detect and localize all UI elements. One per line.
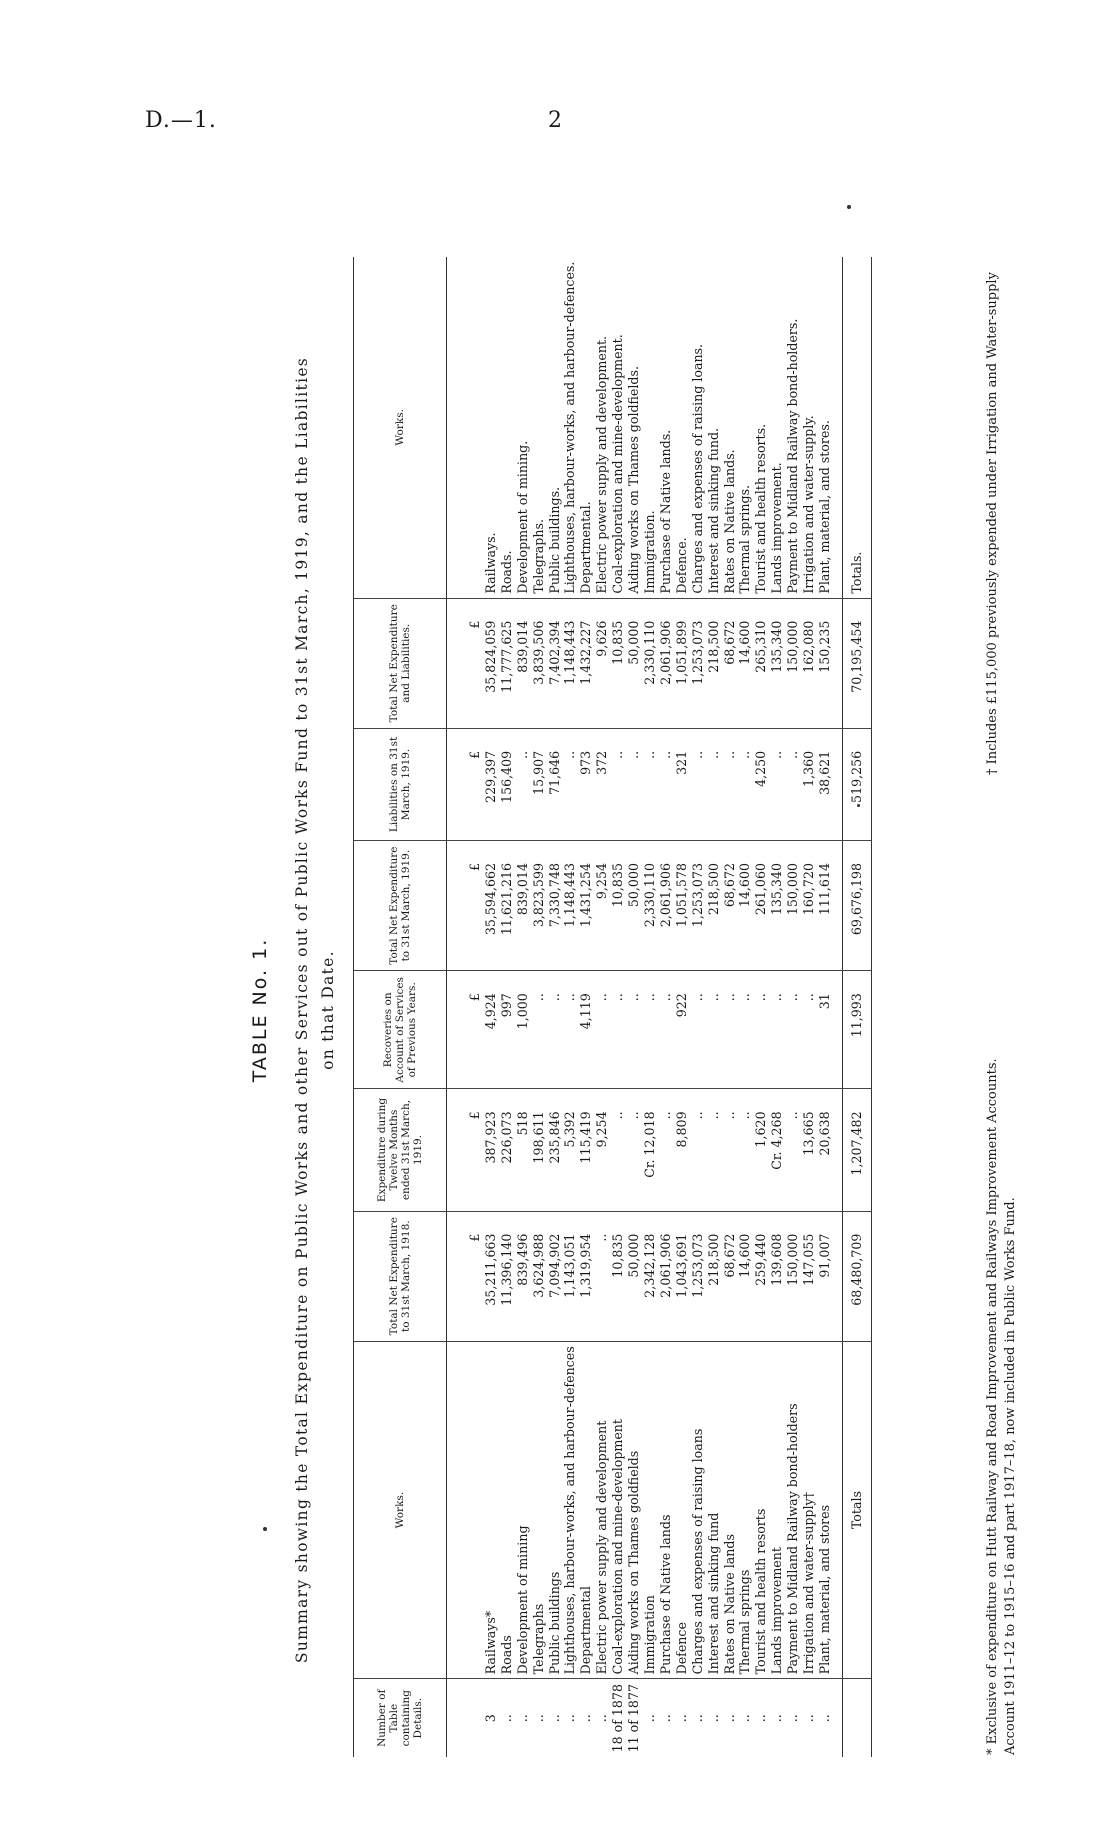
works-cell: Interest and sinking fund — [706, 1341, 722, 1679]
total-exp-liab-cell: 9,626 — [594, 598, 610, 728]
total-exp-liab-cell: 150,000 — [785, 598, 801, 728]
table-number-cell: .. — [785, 1714, 801, 1723]
works-right-cell: Roads. — [499, 257, 515, 598]
works-right-cell: Rates on Native lands. — [722, 257, 738, 598]
currency-symbol: £ — [447, 971, 483, 1089]
total-1918-cell: 11,396,140 — [499, 1211, 515, 1341]
table-number-cell: .. — [578, 1714, 594, 1723]
works-cell: Lands improvement — [769, 1341, 785, 1679]
totals-number-cell — [843, 1679, 872, 1757]
currency-symbol: £ — [447, 841, 483, 971]
total-exp-liab-cell: 2,330,110 — [642, 598, 658, 728]
page-number: 2 — [548, 108, 562, 133]
total-1918-cell: 3,624,988 — [531, 1211, 547, 1341]
expenditure-year-cell: 20,638 — [817, 1089, 833, 1211]
table-row — [674, 257, 690, 1757]
recoveries-cell: .. — [706, 971, 722, 1089]
liabilities-cell: .. — [642, 728, 658, 840]
liabilities-cell: .. — [737, 728, 753, 840]
total-1919-cell: 111,614 — [817, 841, 833, 971]
total-1919-cell: 9,254 — [594, 841, 610, 971]
table-number-cell: .. — [801, 1714, 817, 1723]
table-number-cell: .. — [816, 1714, 832, 1723]
expenditure-year-cell: Cr. 4,268 — [769, 1089, 785, 1211]
expenditure-year-cell: 1,620 — [753, 1089, 769, 1211]
works-right-cell: Payment to Midland Railway bond-holders. — [785, 257, 801, 598]
recoveries-cell: .. — [785, 971, 801, 1089]
total-1919-cell: 3,823,599 — [531, 841, 547, 971]
works-right-cell: Lighthouses, harbour-works, and harbour-defences. — [562, 257, 578, 598]
table-row — [562, 257, 578, 1757]
expenditure-year-cell: 115,419 — [578, 1089, 594, 1211]
table-row — [499, 257, 515, 1757]
total-1918-cell: 259,440 — [753, 1211, 769, 1341]
table-row — [578, 257, 594, 1757]
recoveries-cell: .. — [562, 971, 578, 1089]
total-exp-liab-cell: 2,061,906 — [658, 598, 674, 728]
liabilities-cell: 1,360 — [801, 728, 817, 840]
total-exp-liab-cell: 162,080 — [801, 598, 817, 728]
expenditure-year-cell: 8,809 — [674, 1089, 690, 1211]
recoveries-cell: .. — [801, 971, 817, 1089]
liabilities-cell: 973 — [578, 728, 594, 840]
footnote-irrigation-continued: Account 1911–12 to 1915–16 and part 1917–18, now included in Public Works Fund. — [1003, 1197, 1018, 1755]
col-header-expenditure-year: Expenditure during Twelve Months ended 31st March, 1919. — [354, 1089, 447, 1211]
works-cell: Rates on Native lands — [722, 1341, 738, 1679]
works-right-cell: Railways. — [483, 257, 499, 598]
page-header-left: D.—1. — [145, 108, 217, 133]
speck-mark — [263, 1527, 267, 1531]
total-1918-cell: 1,143,051 — [562, 1211, 578, 1341]
liabilities-cell: .. — [562, 728, 578, 840]
works-cell: Development of mining — [515, 1341, 531, 1679]
works-cell: Thermal springs — [737, 1341, 753, 1679]
expenditure-year-cell: 235,846 — [547, 1089, 563, 1211]
table-row — [801, 257, 817, 1757]
works-right-cell: Tourist and health resorts. — [753, 257, 769, 598]
total-1919-cell: 2,061,906 — [658, 841, 674, 971]
table-subtitle: Summary showing the Total Expenditure on Public Works and other Services out of Public Works Fund to 31st March, 1919, and the Liabilities — [293, 356, 311, 1664]
works-right-cell: Purchase of Native lands. — [658, 257, 674, 598]
liabilities-cell: .. — [610, 728, 626, 840]
table-header-row — [354, 257, 447, 1757]
total-1918-cell: 7,094,902 — [547, 1211, 563, 1341]
table-row — [722, 257, 738, 1757]
total-exp-liab-cell: 1,432,227 — [578, 598, 594, 728]
table-row — [610, 257, 626, 1757]
table-number-cell: .. — [689, 1714, 705, 1723]
recoveries-cell: .. — [658, 971, 674, 1089]
works-right-cell: Electric power supply and development. — [594, 257, 610, 598]
total-1919-cell: 218,500 — [706, 841, 722, 971]
col-header-total-1918: Total Net Expenditure to 31st March, 1918. — [354, 1211, 447, 1341]
totals-label-cell: Totals — [843, 1341, 872, 1679]
table-row — [769, 257, 785, 1757]
liabilities-cell: .. — [722, 728, 738, 840]
expenditure-year-cell: 13,665 — [801, 1089, 817, 1211]
total-1919-cell: 35,594,662 — [483, 841, 499, 971]
table-number-cell: 3 — [482, 1714, 498, 1723]
recoveries-cell: .. — [769, 971, 785, 1089]
table-row — [785, 257, 801, 1757]
total-1919-cell: 10,835 — [610, 841, 626, 971]
totals-expenditure-cell: 1,207,482 — [843, 1089, 872, 1211]
recoveries-cell: 4,924 — [483, 971, 499, 1089]
liabilities-cell: 15,907 — [531, 728, 547, 840]
total-1919-cell: 14,600 — [737, 841, 753, 971]
table-row — [594, 257, 610, 1757]
works-right-cell: Defence. — [674, 257, 690, 598]
table-row — [706, 257, 722, 1757]
table-number-cell: .. — [657, 1714, 673, 1723]
table-number-cell: 11 of 1877 — [626, 1684, 642, 1753]
works-right-cell: Aiding works on Thames goldfields. — [626, 257, 642, 598]
liabilities-cell: 321 — [674, 728, 690, 840]
col-header-number: Number of Table containing Details. — [354, 1679, 447, 1757]
table-number-cell: .. — [594, 1714, 610, 1723]
total-1919-cell: 261,060 — [753, 841, 769, 971]
total-1919-cell: 1,431,254 — [578, 841, 594, 971]
total-1918-cell: 1,043,691 — [674, 1211, 690, 1341]
works-cell: Lighthouses, harbour-works, and harbour-defences — [562, 1341, 578, 1679]
table-number-cell: .. — [721, 1714, 737, 1723]
total-exp-liab-cell: 265,310 — [753, 598, 769, 728]
table-row — [547, 257, 563, 1757]
works-right-cell: Immigration. — [642, 257, 658, 598]
table-row — [531, 257, 547, 1757]
currency-symbol: £ — [447, 1089, 483, 1211]
total-1919-cell: 50,000 — [626, 841, 642, 971]
works-right-cell: Development of mining. — [515, 257, 531, 598]
table-number-cell: .. — [753, 1714, 769, 1723]
expenditure-year-cell: 226,073 — [499, 1089, 515, 1211]
recoveries-cell: .. — [722, 971, 738, 1089]
total-exp-liab-cell: 10,835 — [610, 598, 626, 728]
speck-mark — [857, 804, 860, 807]
recoveries-cell: .. — [642, 971, 658, 1089]
expenditure-year-cell: .. — [658, 1089, 674, 1211]
works-right-cell: Departmental. — [578, 257, 594, 598]
col-header-recoveries: Recoveries on Account of Services of Previous Years. — [354, 971, 447, 1089]
expenditure-year-cell: 198,611 — [531, 1089, 547, 1211]
col-header-liabilities: Liabilities on 31st March, 1919. — [354, 728, 447, 840]
works-cell: Payment to Midland Railway bond-holders — [785, 1341, 801, 1679]
table-number-cell: .. — [498, 1714, 514, 1723]
expenditure-year-cell: .. — [722, 1089, 738, 1211]
rotated-table-page — [243, 225, 1073, 1795]
total-1919-cell: 2,330,110 — [642, 841, 658, 971]
recoveries-cell: 922 — [674, 971, 690, 1089]
total-1919-cell: 150,000 — [785, 841, 801, 971]
total-exp-liab-cell: 11,777,625 — [499, 598, 515, 728]
liabilities-cell: .. — [785, 728, 801, 840]
total-1918-cell: 839,496 — [515, 1211, 531, 1341]
works-right-cell: Public buildings. — [547, 257, 563, 598]
liabilities-cell: .. — [690, 728, 706, 840]
table-number-cell: .. — [514, 1714, 530, 1723]
total-1918-cell: 91,007 — [817, 1211, 833, 1341]
expenditure-year-cell: 9,254 — [594, 1089, 610, 1211]
works-cell: Irrigation and water-supply† — [801, 1341, 817, 1679]
expenditure-year-cell: Cr. 12,018 — [642, 1089, 658, 1211]
table-number-cell: .. — [530, 1714, 546, 1723]
works-cell: Departmental — [578, 1341, 594, 1679]
total-1918-cell: 10,835 — [610, 1211, 626, 1341]
works-cell: Electric power supply and development — [594, 1341, 610, 1679]
total-1919-cell: 11,621,216 — [499, 841, 515, 971]
expenditure-year-cell: .. — [610, 1089, 626, 1211]
expenditure-year-cell: 518 — [515, 1089, 531, 1211]
works-cell: Telegraphs — [531, 1341, 547, 1679]
totals-liabilities-cell: 519,256 — [843, 728, 872, 840]
recoveries-cell: .. — [531, 971, 547, 1089]
table-number-cell: .. — [769, 1714, 785, 1723]
spacer-row — [833, 257, 843, 1757]
total-exp-liab-cell: 150,235 — [817, 598, 833, 728]
expenditure-year-cell: .. — [785, 1089, 801, 1211]
total-1918-cell: 139,608 — [769, 1211, 785, 1341]
liabilities-cell: 372 — [594, 728, 610, 840]
total-exp-liab-cell: 35,824,059 — [483, 598, 499, 728]
works-right-cell: Telegraphs. — [531, 257, 547, 598]
currency-symbol: £ — [447, 1211, 483, 1341]
works-cell: Coal-exploration and mine-development — [610, 1341, 626, 1679]
total-exp-liab-cell: 68,672 — [722, 598, 738, 728]
totals-recoveries-cell: 11,993 — [843, 971, 872, 1089]
total-1919-cell: 68,672 — [722, 841, 738, 971]
total-exp-liab-cell: 14,600 — [737, 598, 753, 728]
works-cell: Aiding works on Thames goldfields — [626, 1341, 642, 1679]
totals-works-right-cell: Totals. — [843, 257, 872, 598]
total-exp-liab-cell: 50,000 — [626, 598, 642, 728]
table-row — [626, 257, 642, 1757]
liabilities-cell: .. — [626, 728, 642, 840]
currency-row — [447, 257, 483, 1757]
total-exp-liab-cell: 3,839,506 — [531, 598, 547, 728]
totals-grand-cell: 70,195,454 — [843, 598, 872, 728]
footnote-railways: * Exclusive of expenditure on Hutt Railway and Road Improvement and Railways Improvement Accounts. — [985, 1058, 1000, 1755]
speck-mark — [847, 205, 851, 209]
works-cell: Defence — [674, 1341, 690, 1679]
total-1918-cell: 147,055 — [801, 1211, 817, 1341]
table-row — [737, 257, 753, 1757]
total-1918-cell: 50,000 — [626, 1211, 642, 1341]
total-1919-cell: 160,720 — [801, 841, 817, 971]
recoveries-cell: .. — [594, 971, 610, 1089]
total-1918-cell: 1,319,954 — [578, 1211, 594, 1341]
table-number-cell: .. — [673, 1714, 689, 1723]
table-number-cell: .. — [546, 1714, 562, 1723]
total-1919-cell: 839,014 — [515, 841, 531, 971]
works-right-cell: Charges and expenses of raising loans. — [690, 257, 706, 598]
total-1919-cell: 7,330,748 — [547, 841, 563, 971]
table-subtitle-continued: on that Date. — [319, 950, 337, 1070]
table-body — [447, 257, 872, 1757]
total-exp-liab-cell: 7,402,394 — [547, 598, 563, 728]
recoveries-cell: 1,000 — [515, 971, 531, 1089]
table-row — [515, 257, 531, 1757]
total-exp-liab-cell: 1,253,073 — [690, 598, 706, 728]
works-cell: Purchase of Native lands — [658, 1341, 674, 1679]
works-cell: Public buildings — [547, 1341, 563, 1679]
expenditure-year-cell: 387,923 — [483, 1089, 499, 1211]
recoveries-cell: 997 — [499, 971, 515, 1089]
total-1918-cell: 35,211,663 — [483, 1211, 499, 1341]
table-number-cell: 18 of 1878 — [610, 1684, 626, 1753]
expenditure-year-cell: .. — [737, 1089, 753, 1211]
works-cell: Immigration — [642, 1341, 658, 1679]
recoveries-cell: .. — [610, 971, 626, 1089]
works-right-cell: Irrigation and water-supply. — [801, 257, 817, 598]
works-right-cell: Thermal springs. — [737, 257, 753, 598]
totals-row — [843, 257, 872, 1757]
total-1918-cell: .. — [594, 1211, 610, 1341]
col-header-works-right: Works. — [354, 257, 447, 598]
works-cell: Plant, material, and stores — [817, 1341, 833, 1679]
table-number-cell: .. — [737, 1714, 753, 1723]
recoveries-cell: .. — [737, 971, 753, 1089]
works-cell: Railways* — [483, 1341, 499, 1679]
table-row — [642, 257, 658, 1757]
works-cell: Charges and expenses of raising loans — [690, 1341, 706, 1679]
recoveries-cell: .. — [626, 971, 642, 1089]
liabilities-cell: 38,621 — [817, 728, 833, 840]
recoveries-cell: .. — [547, 971, 563, 1089]
liabilities-cell: .. — [658, 728, 674, 840]
liabilities-cell: 71,646 — [547, 728, 563, 840]
works-right-cell: Plant, material, and stores. — [817, 257, 833, 598]
liabilities-cell: 229,397 — [483, 728, 499, 840]
table-row — [753, 257, 769, 1757]
expenditure-year-cell: 5,392 — [562, 1089, 578, 1211]
expenditure-year-cell: .. — [626, 1089, 642, 1211]
table-number-cell: .. — [641, 1714, 657, 1723]
total-exp-liab-cell: 1,051,899 — [674, 598, 690, 728]
recoveries-cell: 31 — [817, 971, 833, 1089]
table-row — [658, 257, 674, 1757]
total-1919-cell: 135,340 — [769, 841, 785, 971]
col-header-total-exp-liab: Total Net Expenditure and Liabilities. — [354, 598, 447, 728]
expenditure-year-cell: .. — [706, 1089, 722, 1211]
table-row — [483, 257, 499, 1757]
total-1918-cell: 2,061,906 — [658, 1211, 674, 1341]
total-1918-cell: 68,672 — [722, 1211, 738, 1341]
totals-1918-cell: 68,480,709 — [843, 1211, 872, 1341]
total-1918-cell: 150,000 — [785, 1211, 801, 1341]
recoveries-cell: .. — [690, 971, 706, 1089]
total-exp-liab-cell: 135,340 — [769, 598, 785, 728]
works-cell: Tourist and health resorts — [753, 1341, 769, 1679]
total-1918-cell: 14,600 — [737, 1211, 753, 1341]
works-cell: Roads — [499, 1341, 515, 1679]
currency-symbol: £ — [447, 598, 483, 728]
works-right-cell: Coal-exploration and mine-development. — [610, 257, 626, 598]
total-1918-cell: 1,253,073 — [690, 1211, 706, 1341]
col-header-works: Works. — [354, 1341, 447, 1679]
total-1918-cell: 2,342,128 — [642, 1211, 658, 1341]
liabilities-cell: .. — [515, 728, 531, 840]
works-right-cell: Lands improvement. — [769, 257, 785, 598]
table-title: TABLE No. 1. — [249, 937, 271, 1083]
table-number-cell: .. — [562, 1714, 578, 1723]
expenditure-table — [353, 257, 872, 1757]
liabilities-cell: 4,250 — [753, 728, 769, 840]
total-1919-cell: 1,148,443 — [562, 841, 578, 971]
liabilities-cell: 156,409 — [499, 728, 515, 840]
table-row — [690, 257, 706, 1757]
recoveries-cell: 4,119 — [578, 971, 594, 1089]
expenditure-year-cell: .. — [690, 1089, 706, 1211]
footnote-irrigation: † Includes £115,000 previously expended under Irrigation and Water-supply — [985, 272, 1000, 775]
works-right-cell: Interest and sinking fund. — [706, 257, 722, 598]
total-1918-cell: 218,500 — [706, 1211, 722, 1341]
recoveries-cell: .. — [753, 971, 769, 1089]
liabilities-cell: .. — [706, 728, 722, 840]
col-header-total-1919: Total Net Expenditure to 31st March, 1919. — [354, 841, 447, 971]
total-1919-cell: 1,253,073 — [690, 841, 706, 971]
total-exp-liab-cell: 1,148,443 — [562, 598, 578, 728]
currency-symbol: £ — [447, 728, 483, 840]
total-exp-liab-cell: 218,500 — [706, 598, 722, 728]
liabilities-cell: .. — [769, 728, 785, 840]
table-row — [817, 257, 833, 1757]
table-number-cell: .. — [705, 1714, 721, 1723]
total-1919-cell: 1,051,578 — [674, 841, 690, 971]
total-exp-liab-cell: 839,014 — [515, 598, 531, 728]
totals-1919-cell: 69,676,198 — [843, 841, 872, 971]
